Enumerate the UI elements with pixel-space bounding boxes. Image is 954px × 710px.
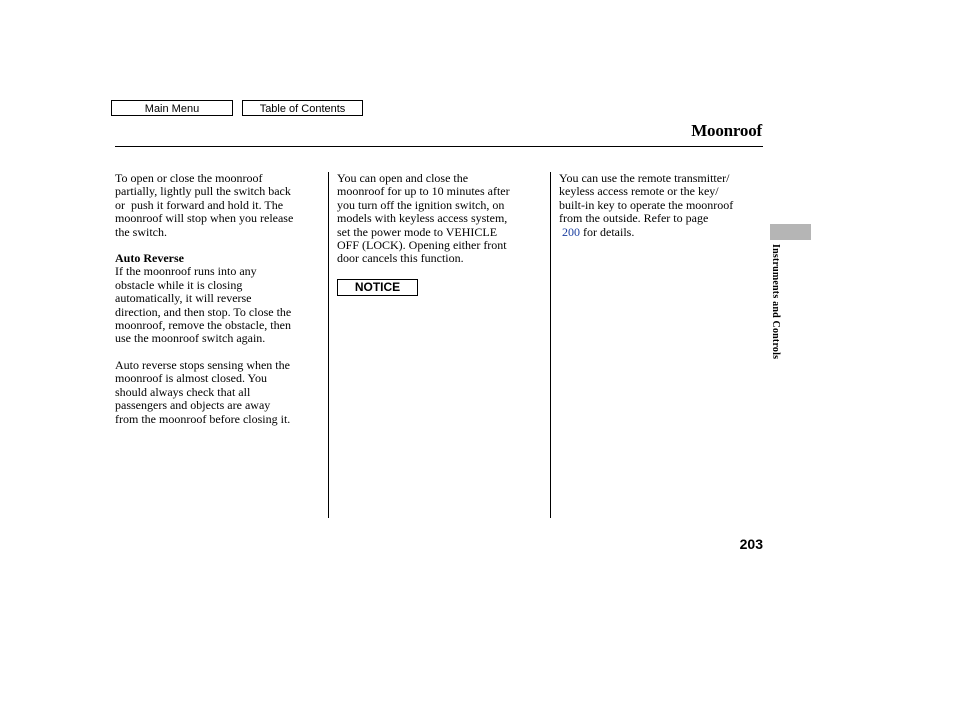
text-line: use the moonroof switch again. — [115, 331, 266, 346]
text-line: built-in key to operate the moonroof — [559, 197, 734, 212]
text-line: moonroof is almost closed. You — [115, 371, 268, 386]
main-menu-button[interactable]: Main Menu — [111, 100, 233, 116]
notice-label: NOTICE — [337, 279, 418, 296]
text-line: You can open and close the — [337, 171, 469, 185]
text-line: door cancels this function. — [337, 251, 464, 266]
text-line: moonroof will stop when you release — [115, 211, 294, 226]
text-line: for details. — [580, 224, 635, 239]
text-line: moonroof, remove the obstacle, then — [115, 318, 291, 333]
text-line: If the moonroof runs into any — [115, 264, 257, 279]
text-line: partially, lightly pull the switch back — [115, 184, 291, 199]
text-line: the switch. — [115, 224, 167, 239]
text-line: You can use the remote transmitter/ — [559, 171, 730, 185]
column-middle — [337, 172, 537, 266]
text-line: automatically, it will reverse — [115, 291, 252, 306]
text-line: moonroof for up to 10 minutes after — [337, 184, 510, 199]
text-line: from the moonroof before closing it. — [115, 411, 291, 426]
text-line: Auto reverse stops sensing when the — [115, 357, 290, 372]
paragraph-open-close — [115, 172, 322, 239]
text-line: from the outside. Refer to page — [559, 211, 709, 226]
text-line: OFF (LOCK). Opening either front — [337, 238, 507, 253]
text-line: obstacle while it is closing — [115, 277, 243, 292]
paragraph-ignition-off — [337, 172, 537, 266]
page-title: Moonroof — [691, 121, 762, 140]
text-line: should always check that all — [115, 384, 251, 399]
column-left — [115, 172, 322, 426]
text-line: direction, and then stop. To close the — [115, 304, 292, 319]
paragraph-auto-reverse — [115, 265, 322, 345]
text-line: passengers and objects are away — [115, 398, 271, 413]
text-line: set the power mode to VEHICLE — [337, 224, 498, 239]
section-tab-marker — [770, 224, 811, 240]
text-line: keyless access remote or the key/ — [559, 184, 719, 199]
paragraph-remote — [559, 172, 764, 239]
text-line: you turn off the ignition switch, on — [337, 197, 505, 212]
paragraph-auto-reverse-limit — [115, 359, 322, 426]
page-200-link[interactable]: 200 — [562, 224, 580, 239]
text-line: or push it forward and hold it. The — [115, 197, 284, 212]
text-line: To open or close the moonroof — [115, 171, 263, 185]
column-right — [559, 172, 764, 239]
text-line: models with keyless access system, — [337, 211, 508, 226]
column-divider — [550, 172, 551, 518]
header-rule — [115, 146, 763, 147]
column-divider — [328, 172, 329, 518]
section-tab-label: Instruments and Controls — [770, 244, 781, 360]
auto-reverse-heading: Auto Reverse — [115, 251, 184, 266]
page-number: 203 — [739, 536, 763, 552]
table-of-contents-button[interactable]: Table of Contents — [242, 100, 363, 116]
